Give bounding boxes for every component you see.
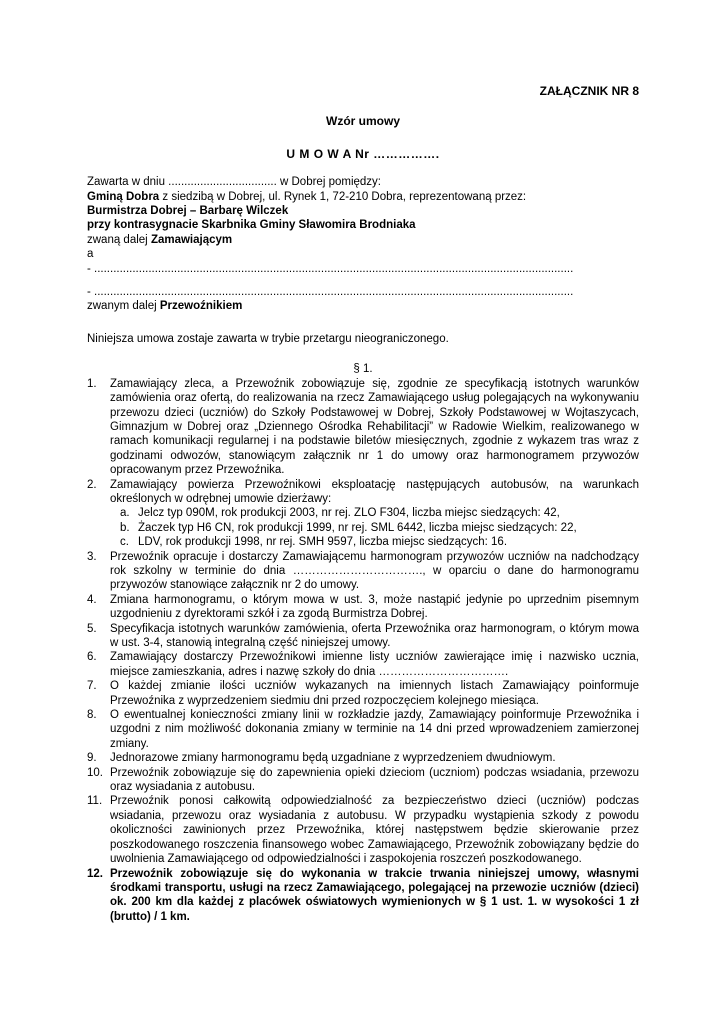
carrier-blank-line-2: - ...................................................................................................................................................... xyxy=(87,286,574,299)
carrier-line xyxy=(87,299,639,313)
carrier-name: Przewoźnikiem xyxy=(159,300,243,313)
clause-number: 10. xyxy=(87,766,103,779)
clause-item xyxy=(87,708,639,751)
clause-item xyxy=(87,794,639,866)
clause-item xyxy=(87,751,639,765)
spacer xyxy=(87,276,639,285)
bus-letter: a. xyxy=(120,507,130,520)
annex-number: ZAŁĄCZNIK NR 8 xyxy=(539,84,639,98)
bus-text: Żaczek typ H6 CN, rok produkcji 1999, nr rej. SML 6442, liczba miejsc siedzących: 22, xyxy=(138,521,577,534)
clause-item xyxy=(87,622,639,651)
clause-item xyxy=(87,650,639,679)
orderer-prefix: zwaną dalej xyxy=(87,233,151,246)
clause-text: Zamawiający dostarczy Przewoźnikowi imienne listy uczniów zawierające imię i nazwisko ucznia, miejsce zamieszkania, adres i nazwę szkoły do dnia ……………………………. xyxy=(110,651,639,678)
municipality-address: z siedzibą w Dobrej, ul. Rynek 1, 72-210 Dobra, reprezentowaną przez: xyxy=(159,190,527,203)
clause-number: 9. xyxy=(87,752,97,765)
clause-number: 7. xyxy=(87,680,97,693)
treasurer-line: przy kontrasygnacie Skarbnika Gminy Sławomira Brodniaka xyxy=(87,219,416,232)
clause-text: Zamawiający zleca, a Przewoźnik zobowiązuje się, zgodnie ze specyfikacją istotnych warunków zamówienia oraz ofertą, do realizowania na rzecz Zamawiającego usług polegających na wykonywaniu przewozu dzieci (uczniów) do Szkoły Podstawowej w Dobrej, Szkoły Podstawowej w Wojtaszycach, Gimnazjum w Dobrej oraz „Dziennego Ośrodka Rehabilitacji” w Radowie Wielkim, realizowanego w ramach komunikacji regularnej i na podstawie biletów miesięcznych, zgodnie z wykazem tras wraz z godzinami odwozów, stanowiącym załącznik nr 1 do umowy oraz harmonogramem przywozów opracowanym przez Przewoźnika. xyxy=(110,377,639,477)
clause-number: 8. xyxy=(87,709,97,722)
clause-item xyxy=(87,766,639,795)
clause-text: Przewoźnik zobowiązuje się do zapewnienia opieki dzieciom (uczniom) podczas wsiadania, przewozu oraz wysiadania z autobusu. xyxy=(110,766,639,794)
bus-text: LDV, rok produkcji 1998, nr rej. SMH 9597, liczba miejsc siedzących: 16. xyxy=(138,536,508,549)
clause-text: Jednorazowe zmiany harmonogramu będą uzgadniane z wyprzedzeniem dwudniowym. xyxy=(110,752,556,765)
clause-number: 6. xyxy=(87,651,97,664)
clause-item xyxy=(87,478,639,550)
contract-date-line: Zawarta w dniu .................................. w Dobrej pomiędzy: xyxy=(87,176,381,189)
contract-page xyxy=(87,84,639,924)
clause-number: 3. xyxy=(87,550,97,563)
bus-letter: b. xyxy=(120,521,130,534)
bus-text: Jelcz typ 090M, rok produkcji 2003, nr rej. ZLO F304, liczba miejsc siedzących: 42, xyxy=(138,507,560,520)
clause-number: 1. xyxy=(87,377,97,390)
municipality-line xyxy=(87,190,639,204)
tender-mode-text: Niniejsza umowa zostaje zawarta w trybie przetargu nieograniczonego. xyxy=(87,332,449,345)
contract-title: U M O W A Nr ……………. xyxy=(286,146,440,161)
clause-text: Przewoźnik zobowiązuje się do wykonania w trakcie trwania niniejszej umowy, własnymi środkami transportu, usługi na rzecz Zamawiającego, polegającej na przewozie uczniów (dzieci) ok. 200 km dla każdej z placówek oświatowych wymienionych w § 1 ust. 1. w wysokości 1 zł (brutto) / 1 km. xyxy=(110,867,639,923)
conjunction-a: a xyxy=(87,248,94,261)
section-heading: § 1. xyxy=(353,363,373,376)
clause-text: Zmiana harmonogramu, o którym mowa w ust. 3, może nastąpić jedynie po uprzednim pisemnym uzgodnieniu z dyrektorami szkół i za zgodą Burmistrza Dobrej. xyxy=(110,593,639,621)
mayor-line: Burmistrza Dobrej – Barbarę Wilczek xyxy=(87,205,289,218)
clause-text: Przewoźnik ponosi całkowitą odpowiedzialność za bezpieczeństwo dzieci (uczniów) podczas wsiadania, przewozu oraz wysiadania z autobusu. W przypadku wystąpienia szkody z powodu okoliczności zawinionych przez Przewoźnika, której następstwem będzie skierowanie przez poszkodowanego roszczenia finansowego wobec Zamawiającego, Przewoźnik zobowiązany będzie do uwolnienia Zamawiającego od odpowiedzialności i zaspokojenia roszczeń poszkodowanego. xyxy=(110,795,639,866)
clause-number: 4. xyxy=(87,593,97,606)
orderer-line xyxy=(87,233,639,247)
bus-item xyxy=(110,535,639,549)
municipality-name: Gminą Dobra xyxy=(87,190,160,203)
orderer-name: Zamawiającym xyxy=(150,233,233,246)
bus-item xyxy=(110,521,639,535)
clause-text: Przewoźnik opracuje i dostarczy Zamawiającemu harmonogram przywozów uczniów na nadchodzący rok szkolny w terminie do dnia ……………………………., w oparciu o dane do harmonogramu przywozów stanowiące załącznik nr 2 do umowy. xyxy=(110,550,639,592)
clause-text: O każdej zmianie ilości uczniów wykazanych na imiennych listach Zamawiający poinformuje Przewoźnika z wyprzedzeniem siedmiu dni przed rozpoczęciem kolejnego miesiąca. xyxy=(110,680,639,707)
clause-item xyxy=(87,550,639,593)
bus-list xyxy=(110,506,639,549)
carrier-blank-line-1: - ...................................................................................................................................................... xyxy=(87,262,574,275)
document-subtitle: Wzór umowy xyxy=(326,114,400,129)
clause-text: Specyfikacja istotnych warunków zamówienia, oferta Przewoźnika oraz harmonogram, o którym mowa w ust. 3-4, stanowią integralną część niniejszej umowy. xyxy=(110,622,639,649)
clause-item xyxy=(87,593,639,622)
clause-item xyxy=(87,679,639,708)
bus-item xyxy=(110,506,639,520)
clause-item xyxy=(87,867,639,925)
carrier-prefix: zwanym dalej xyxy=(87,300,160,313)
clause-number: 11. xyxy=(87,795,103,808)
parties-block xyxy=(87,175,639,314)
clauses-list xyxy=(87,377,639,924)
bus-letter: c. xyxy=(120,536,129,549)
clause-number: 12. xyxy=(87,867,103,880)
clause-number: 2. xyxy=(87,478,97,491)
clause-text: Zamawiający powierza Przewoźnikowi eksploatację następujących autobusów, na warunkach określonych w odrębnej umowie dzierżawy: xyxy=(110,478,639,505)
clause-text: O ewentualnej konieczności zmiany linii w rozkładzie jazdy, Zamawiający poinformuje Przewoźnika i uzgodni z nim możliwość dokonania zmiany w terminie na 14 dni przed wprowadzeniem zamierzonej zmiany. xyxy=(110,709,639,750)
clause-item xyxy=(87,377,639,478)
clause-number: 5. xyxy=(87,622,97,635)
